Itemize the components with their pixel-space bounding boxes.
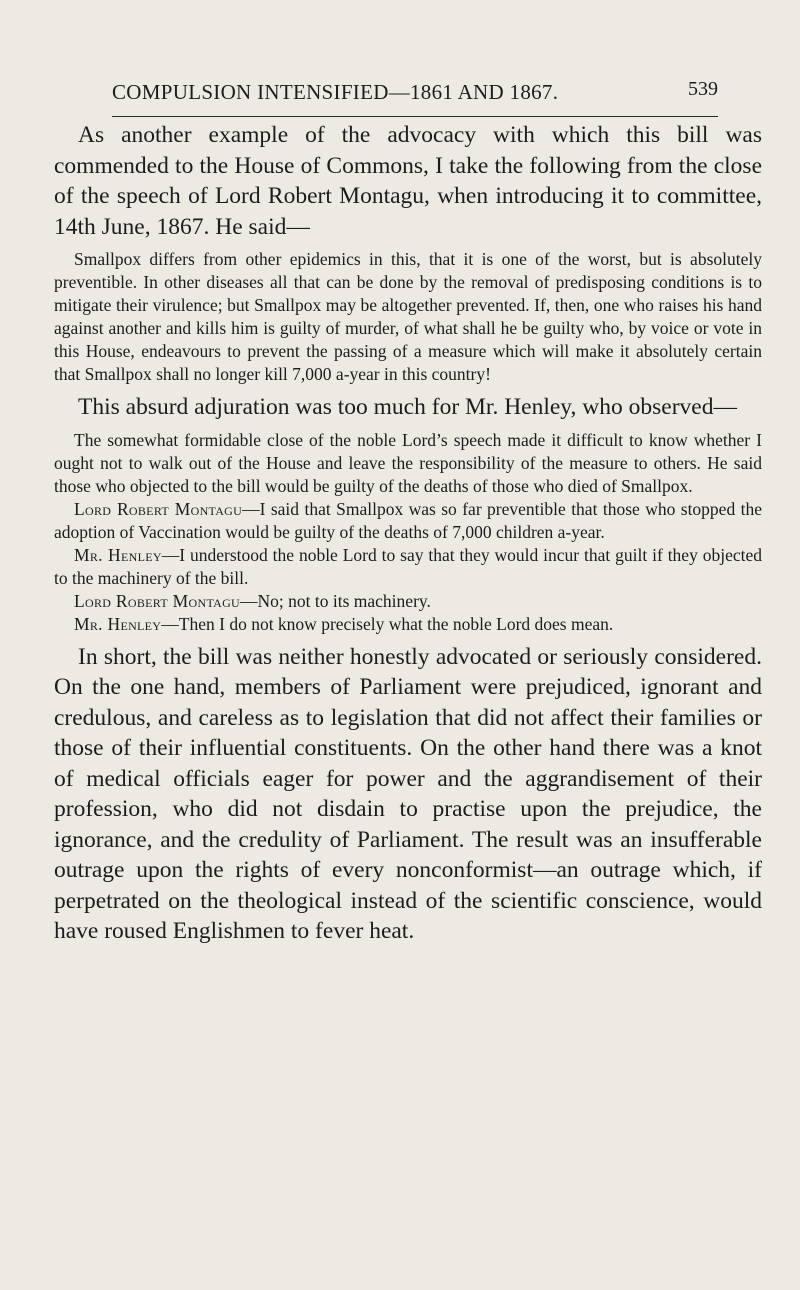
quote-paragraph: Smallpox differs from other epidemics in this, that it is one of the worst, but is absolutely preventible. In other diseases all that can be done by the removal of predisposing conditions is to mitigate their virulence; but Smallpox may be altogether prevented. If, then, one who raises his hand against another and kills him is guilty of murder, of what shall he be guilty who, by voice or vote in this House, endeavours to prevent the passing of a measure which will make it absolutely certain that Smallpox shall no longer kill 7,000 a-year in this country! — [54, 249, 762, 384]
page-number: 539 — [688, 78, 718, 100]
speech-text: —Then I do not know precisely what the noble Lord does mean. — [161, 613, 614, 634]
henley-reply-paragraph: The somewhat formidable close of the noble Lord’s speech made it difficult to know whether I ought not to walk out of the House and leave the responsibility of the measure to others. He said those who objected to the bill would be guilty of the deaths of those who died of Smallpox. — [54, 429, 762, 496]
exchange-line — [54, 544, 762, 590]
conclusion-paragraph: In short, the bill was neither honestly advocated or seriously considered. On the one hand, members of Parliament were prejudiced, ignorant and credulous, and careless as to legislation that did not affect their families or those of their influential constituents. On the other hand there was a knot of medical officials eager for power and the aggrandisement of their profession, who did not disdain to practise upon the prejudice, the ignorance, and the credulity of Parliament. The result was an insufferable outrage upon the rights of every nonconformist—an outrage which, if perpetrated on the theological instead of the scientific conscience, would have roused Englishmen to fever heat. — [54, 643, 762, 944]
exchange-line — [54, 613, 762, 636]
speaker-name: Mr. Henley — [74, 544, 162, 565]
running-title: COMPULSION INTENSIFIED—1861 AND 1867. — [112, 80, 559, 104]
speaker-name: Lord Robert Montagu — [74, 590, 241, 611]
speech-text: —No; not to its machinery. — [240, 590, 431, 611]
speech-text: —I said that Smallpox was so far preventible that those who stopped the adoption of Vaccination would be guilty of the deaths of 7,000 children a-year. — [54, 498, 762, 542]
speaker-name: Mr. Henley — [74, 613, 162, 634]
speaker-name: Lord Robert Montagu — [74, 498, 243, 519]
quoted-speech — [54, 248, 762, 386]
transition-paragraph: This absurd adjuration was too much for Mr. Henley, who observed— — [78, 394, 737, 420]
intro-paragraph: As another example of the advocacy with which this bill was commended to the House of Commons, I take the following from the close of the speech of Lord Robert Montagu, when introducing it to committee, 14th June, 1867. He said— — [54, 122, 762, 240]
exchange-line — [54, 590, 762, 613]
exchange-line — [54, 498, 762, 544]
header-rule — [112, 116, 718, 117]
running-head — [112, 78, 718, 108]
debate-exchange — [54, 429, 762, 636]
speech-text: —I understood the noble Lord to say that they would incur that guilt if they objected to the machinery of the bill. — [54, 544, 762, 588]
body-text — [54, 120, 762, 947]
